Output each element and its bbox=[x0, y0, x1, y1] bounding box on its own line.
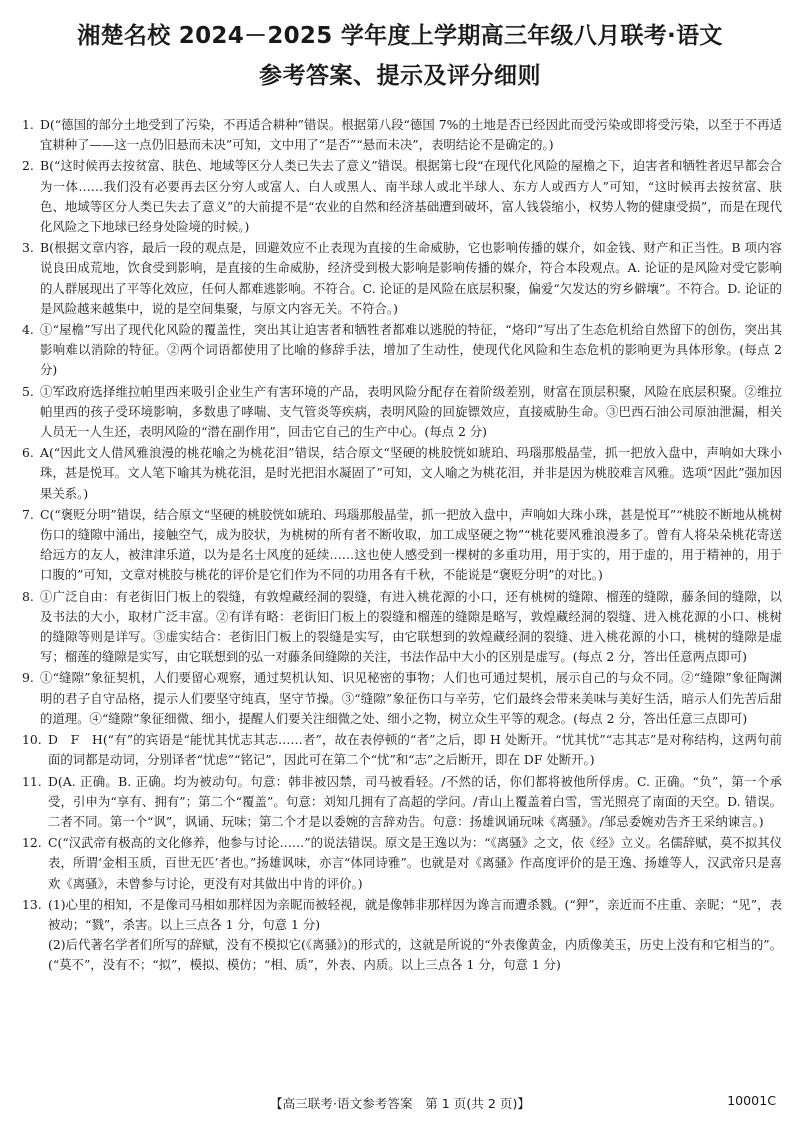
answer-number: 6. bbox=[22, 445, 34, 461]
answer-number: 1. bbox=[22, 117, 34, 132]
answer-text: ①广泛自由：有老街旧门板上的裂缝，有敦煌藏经洞的裂缝，有进入桃花源的小口，还有桃树的缝隙、榴莲的缝隙，藤条间的缝隙，以及书法的大小，取材广泛丰富。②有详有略：老街旧门板上的裂缝和榴莲的缝隙是略写，敦煌藏经洞的裂缝、进入桃花源的小口、桃树的缝隙等则是详写。③虚实结合：老街旧门板上的裂缝是实写，由它联想到的敦煌藏经洞的裂缝、进入桃花源的小口，桃树的缝隙是虚写；榴莲的缝隙是实写，由它联想到的弘一对藤条间缝隙的关注，书法作品中大小的区别是虚写。(每点 2 分，答出任意两点即可) bbox=[40, 588, 782, 665]
answer-item bbox=[22, 156, 782, 237]
footer-page-info: 【高三联考·语文参考答案 第 1 页(共 2 页)】 bbox=[270, 1096, 530, 1111]
answer-item bbox=[22, 587, 782, 668]
answer-item bbox=[22, 730, 782, 770]
answer-13-part-2: (2)后代著名学者们所写的辞赋，没有不模拟它(《离骚》)的形式的，这就是所说的“外表像黄金，内质像美玉，历史上没有和它相当的”。(“莫不”，没有不；“拟”，模拟、模仿；“相、质”，外表、内质。以上三点各 1 分，句意 1 分) bbox=[48, 937, 782, 973]
document-subtitle: 参考答案、提示及评分细则 bbox=[259, 63, 541, 89]
answer-number: 4. bbox=[22, 322, 34, 338]
answer-text: C(“褒贬分明”错误，结合原文“坚硬的桃胶恍如琥珀、玛瑙那般晶莹，抓一把放入盘中，声响如大珠小珠，甚是悦耳”“桃胶不断地从桃树伤口的缝隙中涌出，接触空气，成为胶状，为桃树的所有者不断收取，加工成坚硬之物”“桃花要风雅浪漫多了。曾有人将朵朵桃花寄送给远方的友人，被津津乐道，以为是名士风度的延续……这也使人感受到一棵树的多重功用，用于实的，用于虚的，用于精神的，用于口腹的”可知，文章对桃胶与桃花的评价是它们作为不同的功用各有千秋，不能说是“褒贬分明”的对比。) bbox=[40, 506, 782, 583]
answer-text: ①“缝隙”象征契机，人们要留心观察，通过契机认知、识见秘密的事物；人们也可通过契机，展示自己的与众不同。②“缝隙”象征陶渊明的君子自守品格，提示人们要坚守纯真，坚守节操。③“缝隙”象征伤口与辛劳，它们最终会带来美味与美好生活，暗示人们先苦后甜的道理。④“缝隙”象征细微、细小，提醒人们要关注细微之处、细小之物，树立众生平等的观念。(每点 2 分，答出任意三点即可) bbox=[40, 670, 782, 726]
answer-number: 10. bbox=[22, 732, 42, 748]
answer-number: 9. bbox=[22, 670, 34, 686]
answer-text: D(A. 正确。B. 正确。均为被动句。句意：韩非被囚禁，司马被看轻。/不然的话，你们都将被他所俘虏。C. 正确。“负”，第一个承受，引申为“享有、拥有”；第二个“覆盖”。句意：刘知几拥有了高超的学问。/青山上覆盖着白雪，雪光照亮了南面的天空。D. 错误。二者不同。第一个“讽”，讽诵、玩味；第二个才是以委婉的言辞劝告。句意：扬雄讽诵玩味《离骚》。/邹忌委婉劝告齐王采纳谏言。) bbox=[48, 773, 782, 829]
answer-text: ①“屋檐”写出了现代化风险的覆盖性，突出其让迫害者和牺牲者都难以逃脱的特征，“烙印”写出了生态危机给自然留下的创伤，突出其影响难以消除的特征。②两个词语都使用了比喻的修辞手法，增加了生动性，使现代化风险和生态危机的影响更为具体形象。(每点 2 分) bbox=[40, 322, 782, 378]
answer-text: ①军政府选择维拉帕里西来吸引企业生产有害环境的产品，表明风险分配存在着阶级差别，财富在顶层积聚，风险在底层积聚。②维拉帕里西的孩子受环境影响，多数患了哮喘、支气管炎等疾病，表明风险的回旋镖效应，直接威胁生命。③巴西石油公司原油泄漏，相关人员无一人生还，表明风险的“潜在副作用”，回击它自己的生产中心。(每点 2 分) bbox=[40, 383, 782, 440]
answer-text: D F H(“有”的宾语是“能忧其忧志其志……者”，故在表停顿的“者”之后，即 H 处断开。“忧其忧”“志其志”是对称结构，这两句前面的词都是动词，分别译者“忧虑”“铭记”，因此可在第二个“忧”和“志”之后断开，即在 DF 处断开。) bbox=[48, 732, 782, 768]
answer-item bbox=[22, 320, 782, 381]
answer-text: B(根据文章内容，最后一段的观点是，回避效应不止表现为直接的生命威胁，它也影响传播的媒介，如金钱、财产和正当性。B 项内容说良田成荒地，饮食受到影响，是直接的生命威胁，经济受到极大影响是影响传播的媒介，符合本段观点。A. 论证的是风险对受它影响的人群展现出了平等化效应，任何人都难逃影响。不符合。C. 论证的是风险在底层积聚，偏爱“欠发达的穷乡僻壤”。不符合。D. 论证的是风险越来越集中，说的是空间集聚，与原文内容无关。不符合。) bbox=[40, 240, 782, 316]
answer-number: 2. bbox=[22, 158, 34, 174]
answer-text: (1)心里的相知，不是像司马相如那样因为亲昵而被轻视，就是像韩非那样因为谗言而遭杀戮。(“狎”，亲近而不庄重、亲昵；“见”，表被动；“戮”，杀害。以上三点各 1 分，句意 1 分) bbox=[48, 896, 782, 932]
answer-number: 12. bbox=[22, 835, 42, 851]
document-title: 湘楚名校 2024－2025 学年度上学期高三年级八月联考·语文 bbox=[77, 23, 723, 49]
answer-number: 7. bbox=[22, 506, 34, 522]
answer-text: D(“德国的部分土地受到了污染，不再适合耕种”错误。根据第八段“德国 7%的土地是否已经因此而受污染或即将受污染，以至于不再适宜耕种了——这一点仍旧悬而未决”可知，文中用了“是否”“悬而未决”，表明结论不是确定的。) bbox=[40, 117, 782, 153]
answer-text: A(“因此文人借风雅浪漫的桃花喻之为桃花泪”错误，结合原文“坚硬的桃胶恍如琥珀、玛瑙那般晶莹，抓一把放入盘中，声响如大珠小珠，甚是悦耳。文人笔下喻其为桃花泪，是时光把泪水凝固了”可知，文人喻之为桃花泪，并非是因为桃胶难言风雅。选项“因此”强加因果关系。) bbox=[40, 445, 782, 501]
answer-item bbox=[22, 668, 782, 729]
answer-number: 3. bbox=[22, 240, 34, 256]
answer-item bbox=[22, 833, 782, 894]
answer-item bbox=[22, 115, 782, 155]
answer-number: 13. bbox=[22, 896, 42, 912]
answer-item bbox=[22, 443, 782, 504]
answer-number: 8. bbox=[22, 588, 34, 604]
answer-number: 5. bbox=[22, 383, 34, 399]
answer-item bbox=[22, 238, 782, 319]
answer-item bbox=[22, 772, 782, 833]
answer-number: 11. bbox=[22, 773, 42, 789]
answer-text: C(“汉武帝有极高的文化修养，他参与讨论……”的说法错误。原文是王逸以为：“《离骚》之文，依《经》立义。名儒辞赋，莫不拟其仪表，所谓‘金相玉质，百世无匹’者也。”扬雄讽味，亦言“体同诗雅”。也就是对《离骚》作高度评价的是王逸、扬雄等人，汉武帝只是喜欢《离骚》，未曾参与讨论，更没有对其做出中肯的评价。) bbox=[48, 835, 782, 891]
answers-body bbox=[22, 115, 782, 976]
answer-item bbox=[22, 382, 782, 443]
answer-item bbox=[22, 505, 782, 586]
answer-item bbox=[22, 895, 782, 935]
answer-text: B(“这时候再去按贫富、肤色、地域等区分人类已失去了意义”错误。根据第七段“在现代化风险的屋檐之下，迫害者和牺牲者迟早都会合为一体……我们没有必要再去区分穷人或富人、白人或黑人、南半球人或北半球人、东方人或西方人”可知，“这时候再去按贫富、肤色、地域等区分人类已失去了意义”的大前提不是“农业的自然和经济基础遭到破坏，富人钱袋缩小，权势人物的健康受损”，而是在现代化风险之下地球已经身处险境的时候。) bbox=[40, 158, 782, 235]
footer-code: 10001C bbox=[727, 1093, 776, 1108]
